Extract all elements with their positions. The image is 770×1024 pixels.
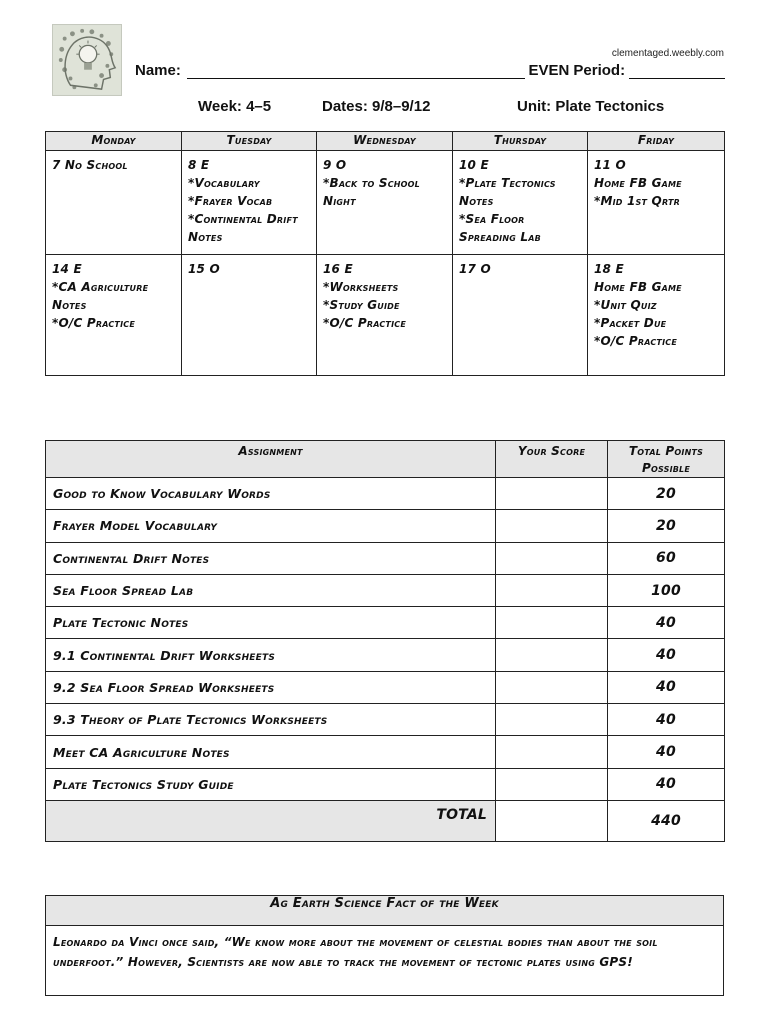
assignment-name: Frayer Model Vocabulary xyxy=(46,510,496,542)
points-possible: 40 xyxy=(608,736,725,768)
score-input-cell[interactable] xyxy=(496,736,608,768)
activity-item: *Continental Drift Notes xyxy=(188,212,298,244)
assignment-name: Meet CA Agriculture Notes xyxy=(46,736,496,768)
day-number: 8 E xyxy=(188,158,210,172)
activity-item: *O/C Practice xyxy=(323,316,406,330)
day-header-wednesday: Wednesday xyxy=(317,132,453,151)
schedule-cell xyxy=(182,151,317,255)
day-header-monday: Monday xyxy=(46,132,182,151)
fact-title: Ag Earth Science Fact of the Week xyxy=(46,896,724,926)
day-header-friday: Friday xyxy=(588,132,725,151)
table-row xyxy=(46,510,725,542)
day-number: 7 No School xyxy=(52,158,128,172)
period-label: Period: xyxy=(573,62,626,79)
schedule-cell xyxy=(317,255,453,376)
points-possible: 100 xyxy=(608,574,725,606)
schedule-week-2-row xyxy=(46,255,725,376)
assignment-name: 9.1 Continental Drift Worksheets xyxy=(46,639,496,671)
table-row xyxy=(46,574,725,606)
activity-item: *CA Agriculture Notes xyxy=(52,280,149,312)
points-possible: 40 xyxy=(608,639,725,671)
fact-header-row xyxy=(46,896,724,926)
assignment-name: 9.3 Theory of Plate Tectonics Worksheets xyxy=(46,704,496,736)
total-points-header: Total Points Possible xyxy=(608,441,725,478)
day-number: 10 E xyxy=(459,158,489,172)
points-possible: 40 xyxy=(608,704,725,736)
activity-item: *Worksheets xyxy=(323,280,399,294)
schedule-cell xyxy=(182,255,317,376)
activity-item: *Back to School Night xyxy=(323,176,420,208)
total-points-value: 440 xyxy=(608,800,725,841)
score-input-cell[interactable] xyxy=(496,510,608,542)
assignment-name: 9.2 Sea Floor Spread Worksheets xyxy=(46,671,496,703)
points-possible: 40 xyxy=(608,607,725,639)
period-blank-line[interactable] xyxy=(629,65,725,79)
day-number: 17 O xyxy=(459,262,491,276)
total-label: TOTAL xyxy=(46,800,496,841)
points-possible: 20 xyxy=(608,510,725,542)
name-blank-line[interactable] xyxy=(187,65,525,79)
table-row xyxy=(46,704,725,736)
score-input-cell[interactable] xyxy=(496,639,608,671)
table-row xyxy=(46,478,725,510)
activity-item: *Frayer Vocab xyxy=(188,194,273,208)
day-header-thursday: Thursday xyxy=(453,132,588,151)
unit-info: Unit: Plate Tectonics xyxy=(517,98,665,115)
schedule-cell xyxy=(46,255,182,376)
day-number: 11 O xyxy=(594,158,626,172)
head-lightbulb-icon xyxy=(53,25,121,95)
fact-text: Leonardo da Vinci once said, “We know more about the movement of celestial bodies than about the soil underfoot.” However, Scientists are now able to track the movement of tectonic plates using GPS! xyxy=(46,926,724,996)
schedule-cell xyxy=(317,151,453,255)
points-possible: 20 xyxy=(608,478,725,510)
table-row xyxy=(46,542,725,574)
activity-item: *Unit Quiz xyxy=(594,298,657,312)
assignment-header: Assignment xyxy=(46,441,496,478)
score-input-cell[interactable] xyxy=(496,671,608,703)
total-score-input-cell[interactable] xyxy=(496,800,608,841)
activity-item: *Vocabulary xyxy=(188,176,260,190)
score-input-cell[interactable] xyxy=(496,768,608,800)
activity-item: *O/C Practice xyxy=(594,334,677,348)
activity-item: *Plate Tectonics Notes xyxy=(459,176,556,208)
activity-item: *Mid 1st Qrtr xyxy=(594,194,680,208)
day-header-tuesday: Tuesday xyxy=(182,132,317,151)
assignment-name: Plate Tectonics Study Guide xyxy=(46,768,496,800)
day-number: 14 E xyxy=(52,262,82,276)
table-row xyxy=(46,607,725,639)
day-number: 16 E xyxy=(323,262,353,276)
fact-body-row xyxy=(46,926,724,996)
activity-item: *Study Guide xyxy=(323,298,400,312)
activity-item: Home FB Game xyxy=(594,280,682,294)
assignment-name: Continental Drift Notes xyxy=(46,542,496,574)
schedule-cell xyxy=(588,151,725,255)
weekly-schedule-table xyxy=(45,131,725,376)
schedule-week-1-row xyxy=(46,151,725,255)
assignment-name: Plate Tectonic Notes xyxy=(46,607,496,639)
schedule-cell xyxy=(453,151,588,255)
schedule-cell xyxy=(588,255,725,376)
activity-item: Home FB Game xyxy=(594,176,682,190)
total-row xyxy=(46,800,725,841)
assignment-header-row xyxy=(46,441,725,478)
table-row xyxy=(46,768,725,800)
score-input-cell[interactable] xyxy=(496,574,608,606)
score-input-cell[interactable] xyxy=(496,542,608,574)
day-number: 9 O xyxy=(323,158,347,172)
activity-item: *Sea Floor Spreading Lab xyxy=(459,212,541,244)
head-lightbulb-logo xyxy=(52,24,122,96)
schedule-cell xyxy=(453,255,588,376)
schedule-cell xyxy=(46,151,182,255)
score-input-cell[interactable] xyxy=(496,607,608,639)
table-row xyxy=(46,671,725,703)
your-score-header: Your Score xyxy=(496,441,608,478)
assignment-score-table xyxy=(45,440,725,842)
even-label: EVEN xyxy=(528,62,570,79)
score-input-cell[interactable] xyxy=(496,478,608,510)
day-number: 15 O xyxy=(188,262,220,276)
day-number: 18 E xyxy=(594,262,624,276)
points-possible: 40 xyxy=(608,671,725,703)
fact-of-week-box xyxy=(45,895,724,996)
activity-item: *Packet Due xyxy=(594,316,667,330)
name-label: Name: xyxy=(135,62,181,79)
points-possible: 40 xyxy=(608,768,725,800)
table-row xyxy=(46,736,725,768)
dates-info: Dates: 9/8–9/12 xyxy=(322,98,431,115)
assignment-name: Good to Know Vocabulary Words xyxy=(46,478,496,510)
activity-item: *O/C Practice xyxy=(52,316,135,330)
schedule-header-row xyxy=(46,132,725,151)
points-possible: 60 xyxy=(608,542,725,574)
score-input-cell[interactable] xyxy=(496,704,608,736)
table-row xyxy=(46,639,725,671)
week-info: Week: 4–5 xyxy=(198,98,272,115)
name-period-row xyxy=(135,62,725,79)
assignment-name: Sea Floor Spread Lab xyxy=(46,574,496,606)
website-url: clementaged.weebly.com xyxy=(611,48,724,59)
